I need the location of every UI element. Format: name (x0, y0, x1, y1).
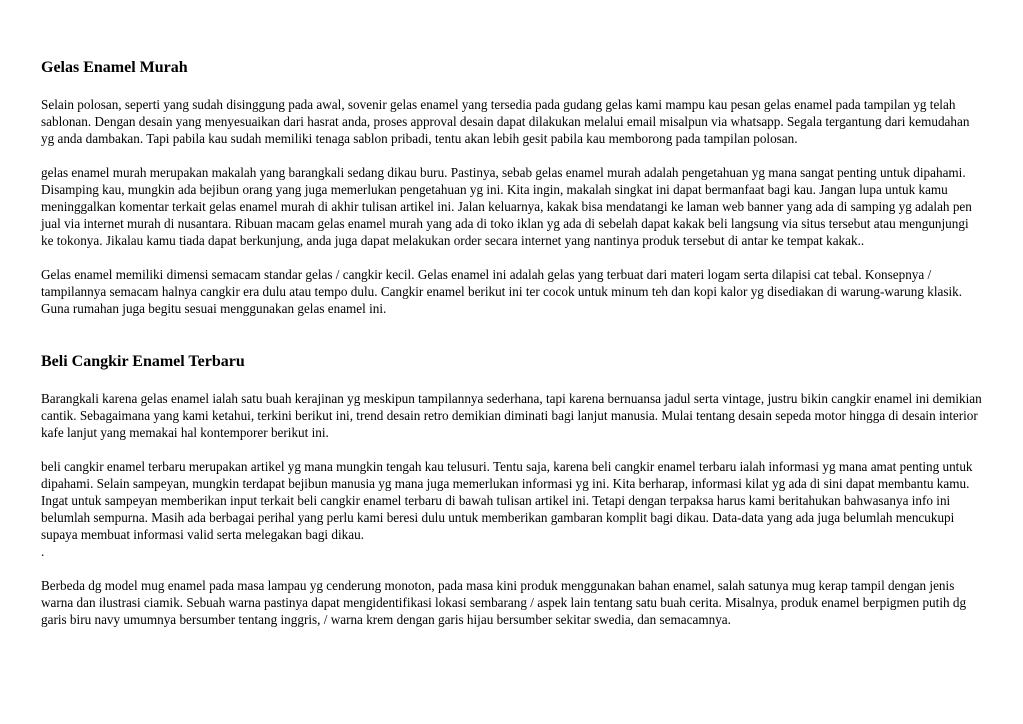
paragraph-spacer (41, 249, 983, 266)
section-heading-beli-cangkir-enamel-terbaru: Beli Cangkir Enamel Terbaru (41, 353, 245, 370)
paragraph: gelas enamel murah merupakan makalah yang barangkali sedang dikau buru. Pastinya, sebab gelas enamel murah adalah pengetahuan yg mana sangat penting untuk dipahami. Disamping kau, mungkin ada bejibun orang yang juga memerlukan pengetahuan yg ini. Kita ingin, makalah singkat ini dapat bermanfaat bagi kau. Jangan lupa untuk kamu meninggalkan komentar terkait gelas enamel murah di akhir tulisan artikel ini. Jalan keluarnya, kakak bisa mendatangi ke laman web banner yang ada di samping yg adalah pen jual via internet murah di nusantara. Ribuan macam gelas enamel murah yang ada di toko iklan yg ada di sebelah dapat kakak beli langsung via situs tersebut atau mengunjungi ke tokonya. Jikalau kamu tiada dapat berkunjung, anda juga dapat melakukan order secara internet yang nantinya produk tersebut di antar ke tempat kakak.. (41, 165, 972, 248)
paragraph-spacer (41, 441, 983, 458)
paragraph-spacer (41, 560, 983, 577)
paragraph: Berbeda dg model mug enamel pada masa lampau yg cenderung monoton, pada masa kini produk menggunakan bahan enamel, salah satunya mug kerap tampil dengan jenis warna dan ilustrasi ciamik. Sebuah warna pastinya dapat mengidentifikasi lokasi sembarang / aspek lain tentang satu buah cerita. Misalnya, produk enamel berpigmen putih dg garis biru navy umumnya bersumber tentang inggris, / warna krem dengan garis hijau bersumber sekitar swedia, dan semacamnya. (41, 578, 967, 627)
document-page (41, 58, 983, 628)
section-spacer (41, 317, 983, 352)
paragraph-spacer (41, 147, 983, 164)
paragraph: . (41, 544, 45, 559)
section-heading-gelas-enamel-murah: Gelas Enamel Murah (41, 59, 188, 76)
paragraph: Barangkali karena gelas enamel ialah satu buah kerajinan yg meskipun tampilannya sederhana, tapi karena bernuansa jadul serta vintage, justru bikin cangkir enamel ini demikian cantik. Sebagaimana yang kami ketahui, terkini berikut ini, trend desain retro demikian diminati bagi lanjut manusia. Mulai tentang desain sepeda motor hingga di desain interior kafe lanjut yang memakai hal kontemporer berikut ini. (41, 391, 982, 440)
paragraph: Selain polosan, seperti yang sudah disinggung pada awal, sovenir gelas enamel yang tersedia pada gudang gelas kami mampu kau pesan gelas enamel pada tampilan yg telah sablonan. Dengan desain yang menyesuaikan dari hasrat anda, proses approval desain dapat dilakukan melalui email misalpun via whatsapp. Segala tergantung dari kemudahan yg anda dambakan. Tapi pabila kau sudah memiliki tenaga sablon pribadi, tentu akan lebih gesit pabila kau memborong pada tampilan polosan. (41, 97, 970, 146)
paragraph: beli cangkir enamel terbaru merupakan artikel yg mana mungkin tengah kau telusuri. Tentu saja, karena beli cangkir enamel terbaru ialah informasi yg mana amat penting untuk dipahami. Selain sampeyan, mungkin terdapat bejibun manusia yg mana juga memerlukan informasi yg ini. Kita berharap, informasi kilat yg ada di sini dapat membantu kamu. Ingat untuk sampeyan memberikan input terkait beli cangkir enamel terbaru di bawah tulisan artikel ini. Tetapi dengan terpaksa harus kami beritahukan bahwasanya info ini belumlah sempurna. Masih ada berbagai perihal yang perlu kami beresi dulu untuk memberikan gambaran komplit bagi dikau. Data-data yang ada juga belumlah mencukupi supaya membuat informasi valid serta melegakan bagi dikau. (41, 459, 973, 542)
paragraph: Gelas enamel memiliki dimensi semacam standar gelas / cangkir kecil. Gelas enamel ini adalah gelas yang terbuat dari materi logam serta dilapisi cat tebal. Konsepnya / tampilannya semacam halnya cangkir era dulu atau tempo dulu. Cangkir enamel berikut ini ter cocok untuk minum teh dan kopi kalor yg disediakan di warung-warung klasik. Guna rumahan juga begitu sesuai menggunakan gelas enamel ini. (41, 267, 963, 316)
